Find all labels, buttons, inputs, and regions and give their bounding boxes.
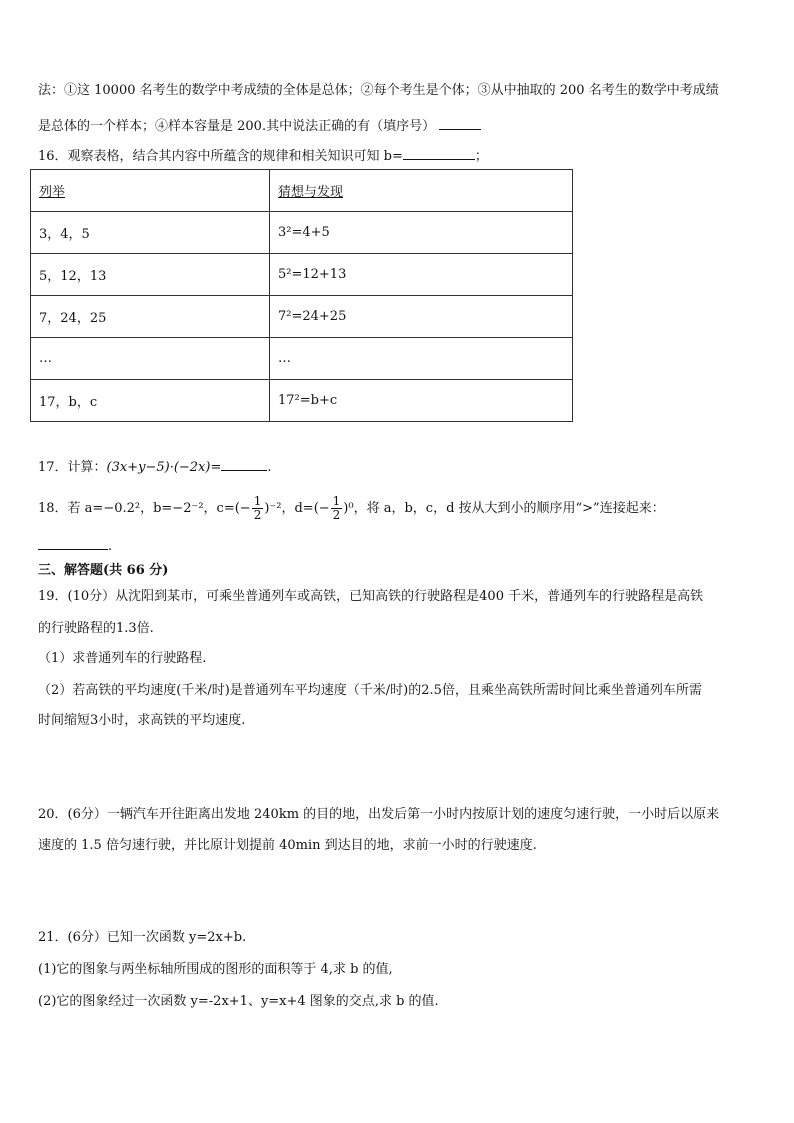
table-cell: 3²=4+5 [270,212,573,254]
q16-question [38,145,488,166]
q16-tail: ； [474,149,488,164]
q19-line1: 19．(10分）从沈阳到某市，可乘坐普通列车或高铁，已知高铁的行驶路程是400 千米，普通列车的行驶路程是高铁 [38,589,704,604]
table-cell: 17²=b+c [270,380,573,422]
table-cell: … [31,338,270,380]
table-cell: 7²=24+25 [270,296,573,338]
table-cell: 7，24，25 [31,296,270,338]
q15-answer-blank[interactable] [439,115,481,130]
q21-sub1: (1)它的图象与两坐标轴所围成的图形的面积等于 4,求 b 的值, [38,962,393,977]
section-title: 三、解答题(共 66 分) [38,563,169,578]
table-cell: … [270,338,573,380]
q18-answer-line [38,535,112,556]
table-row [31,254,573,296]
q20-line1: 20．(6分）一辆汽车开往距离出发地 240km 的目的地，出发后第一小时内按原计划的速度匀速行驶，一小时后以原来 [38,807,720,822]
table-cell: 3，4，5 [31,212,270,254]
q18-c-fraction: $\frac{1}{2}$ [253,494,262,522]
q15-line2-text: 是总体的一个样本；④样本容量是 200.其中说法正确的有（填序号） [38,119,436,134]
table-header-cell: 列举 [31,170,270,212]
q18-d-fraction: $\frac{1}{2}$ [332,494,341,522]
q17-tail: . [267,460,272,475]
table-header-row [31,170,573,212]
q19-sub2-line2: 时间缩短3小时，求高铁的平均速度. [38,713,246,728]
q20-line2: 速度的 1.5 倍匀速行驶，并比原计划提前 40min 到达目的地，求前一小时的行驶速度. [38,838,537,853]
q18-answer-blank[interactable] [38,535,108,550]
q18-d-exponent: )⁰，将 a，b，c，d 按从大到小的顺序用“>”连接起来： [343,501,665,516]
q15-continuation-line2 [38,115,481,136]
q16-text: 16．观察表格，结合其内容中所蕴含的规律和相关知识可知 b= [38,149,403,164]
q17-question [38,456,272,477]
q19-line2: 的行驶路程的1.3倍. [38,621,154,636]
q18-c-exponent: )⁻²，d=(− [264,501,330,516]
table-cell: 5²=12+13 [270,254,573,296]
q15-continuation-line1: 法：①这 10000 名考生的数学中考成绩的全体是总体；②每个考生是个体；③从中抽取的 200 名考生的数学中考成绩 [38,83,719,98]
table-cell: 17，b，c [31,380,270,422]
q17-prefix: 17．计算： [38,460,107,475]
q18-prefix: 18．若 a=−0.2²，b=−2⁻²，c=(− [38,501,251,516]
q16-answer-blank[interactable] [403,145,475,160]
table-row [31,212,573,254]
q21-sub2: (2)它的图象经过一次函数 y=-2x+1、y=x+4 图象的交点,求 b 的值. [38,994,439,1009]
q17-answer-blank[interactable] [221,456,267,471]
pattern-table [30,169,573,422]
table-row [31,380,573,422]
q18-tail: . [108,539,113,554]
table-row [31,296,573,338]
table-header-cell: 猜想与发现 [270,170,573,212]
q17-expression: (3x+y−5)·(−2x)= [106,460,222,475]
q19-sub2-line1: （2）若高铁的平均速度(千米/时)是普通列车平均速度（千米/时)的2.5倍，且乘坐高铁所需时间比乘坐普通列车所需 [38,683,702,698]
q21-line1: 21．(6分）已知一次函数 y=2x+b. [38,930,247,945]
q19-sub1: （1）求普通列车的行驶路程. [38,651,207,666]
table-cell: 5，12，13 [31,254,270,296]
table-row [31,338,573,380]
q18-question [38,495,665,522]
